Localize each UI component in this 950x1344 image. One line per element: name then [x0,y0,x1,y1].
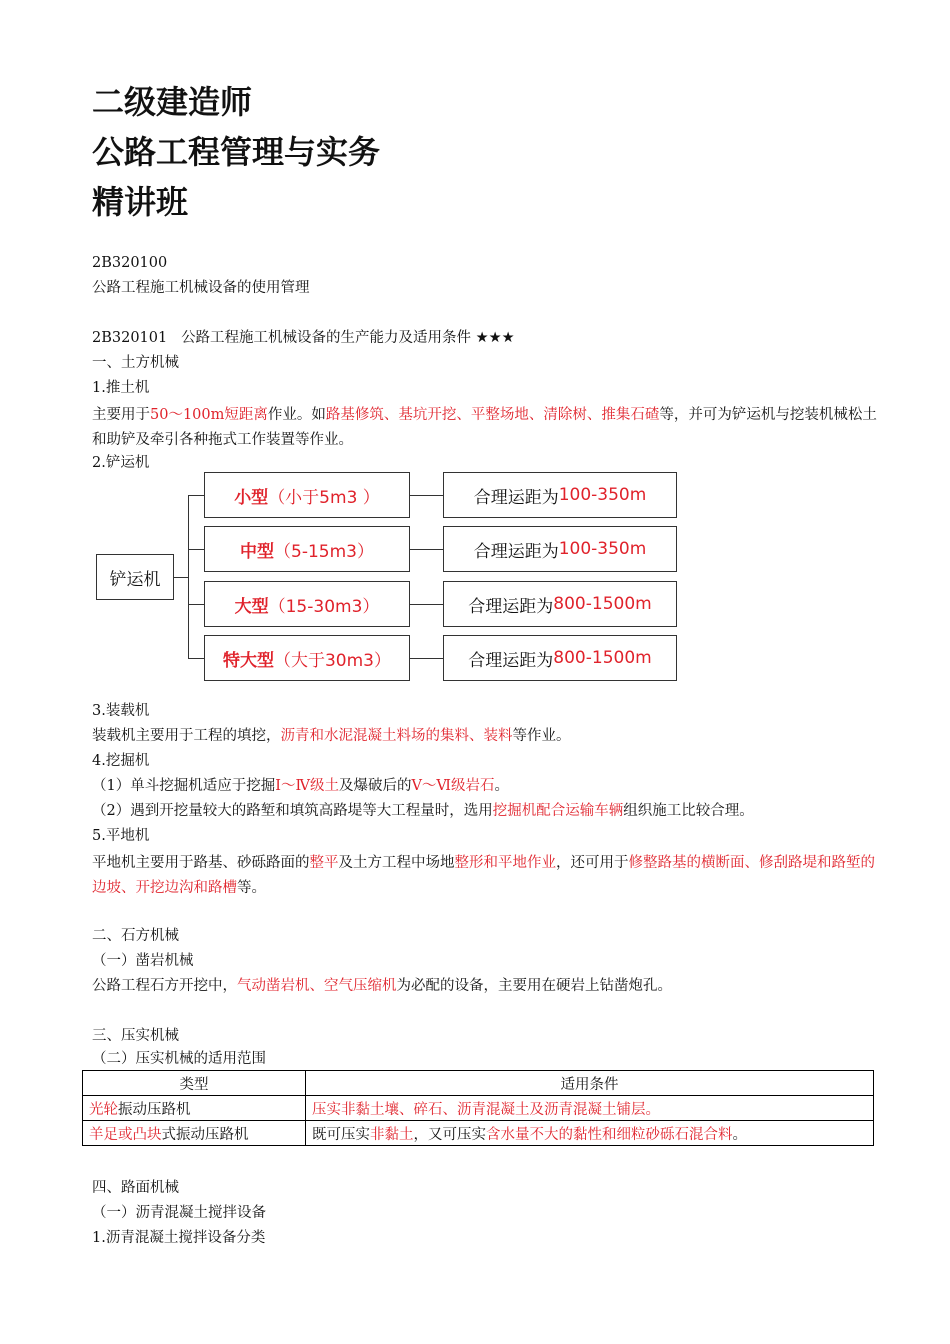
connector-line [188,495,204,496]
heading-earthwork: 一、土方机械 [92,355,179,371]
loader-title: 3.装载机 [92,703,150,719]
connector-line [174,577,188,578]
paving-item: 1.沥青混凝土搅拌设备分类 [92,1230,266,1246]
heading-compaction: 三、压实机械 [92,1028,179,1044]
table-cell-condition: 既可压实非黏土，又可压实含水量不大的黏性和细粒砂砾石混合料。 [306,1121,874,1146]
table-cell-condition: 压实非黏土壤、碎石、沥青混凝土及沥青混凝土铺层。 [306,1096,874,1121]
scraper-title: 2.铲运机 [92,455,150,471]
table-header-condition: 适用条件 [306,1071,874,1096]
bulldozer-paragraph: 主要用于50～100m短距离作业。如路基修筑、基坑开挖、平整场地、清除树、推集石碴等，并可为铲运机与挖装机械松土和助铲及牵引各种拖式工作装置等作业。 [92,407,877,448]
scraper-range-extra-large: 合理运距为 800-1500m [443,635,677,681]
topic-title: 公路工程施工机械设备的生产能力及适用条件 [181,330,472,346]
title-line-2: 公路工程管理与实务 [92,133,381,171]
title-line-3: 精讲班 [92,183,189,221]
scraper-range-large: 合理运距为 800-1500m [443,581,677,627]
compaction-subheading: （二）压实机械的适用范围 [92,1051,266,1067]
connector-line [410,658,443,659]
scraper-root-box: 铲运机 [96,554,174,600]
grader-title: 5.平地机 [92,828,150,844]
scraper-type-large: 大型 （15-30m3） [204,581,410,627]
grader-paragraph: 平地机主要用于路基、砂砾路面的整平及土方工程中场地整形和平地作业，还可用于修整路基的横断面、修刮路堤和路堑的边坡、开挖边沟和路槽等。 [92,855,875,896]
paving-subheading: （一）沥青混凝土搅拌设备 [92,1205,266,1221]
heading-paving: 四、路面机械 [92,1180,179,1196]
connector-line [410,495,443,496]
rock-paragraph: 公路工程石方开挖中，气动凿岩机、空气压缩机为必配的设备，主要用在硬岩上钻凿炮孔。 [92,978,672,994]
table-row [83,1096,874,1121]
table-header-row [83,1071,874,1096]
excavator-point-2: （2）遇到开挖量较大的路堑和填筑高路堤等大工程量时，选用挖掘机配合运输车辆组织施工比较合理。 [92,803,754,819]
connector-line [410,549,443,550]
section-code: 2B320100 [92,255,168,271]
section-name: 公路工程施工机械设备的使用管理 [92,280,310,296]
connector-line [410,604,443,605]
scraper-range-small: 合理运距为 100-350m [443,472,677,518]
connector-line [188,604,204,605]
excavator-point-1: （1）单斗挖掘机适应于挖掘Ⅰ～Ⅳ级土及爆破后的Ⅴ～Ⅵ级岩石。 [92,778,510,794]
scraper-type-small: 小型 （小于5m3 ） [204,472,410,518]
table-row [83,1121,874,1146]
excavator-title: 4.挖掘机 [92,753,150,769]
star-rating: ★★★ [475,330,515,346]
connector-line [188,549,204,550]
connector-line [188,495,189,659]
heading-rock: 二、石方机械 [92,928,179,944]
scraper-range-medium: 合理运距为 100-350m [443,526,677,572]
compaction-table [82,1070,874,1146]
topic-heading [92,328,515,348]
title-line-1: 二级建造师 [92,83,253,121]
rock-subheading: （一）凿岩机械 [92,953,194,969]
table-header-type: 类型 [83,1071,306,1096]
table-cell-type: 光轮振动压路机 [83,1096,306,1121]
scraper-type-extra-large: 特大型 （大于30m3） [204,635,410,681]
scraper-type-medium: 中型 （5-15m3） [204,526,410,572]
table-cell-type: 羊足或凸块式振动压路机 [83,1121,306,1146]
connector-line [188,658,204,659]
loader-paragraph: 装载机主要用于工程的填挖，沥青和水泥混凝土料场的集料、装料等作业。 [92,728,571,744]
bulldozer-title: 1.推土机 [92,380,150,396]
topic-code: 2B320101 [92,330,168,346]
